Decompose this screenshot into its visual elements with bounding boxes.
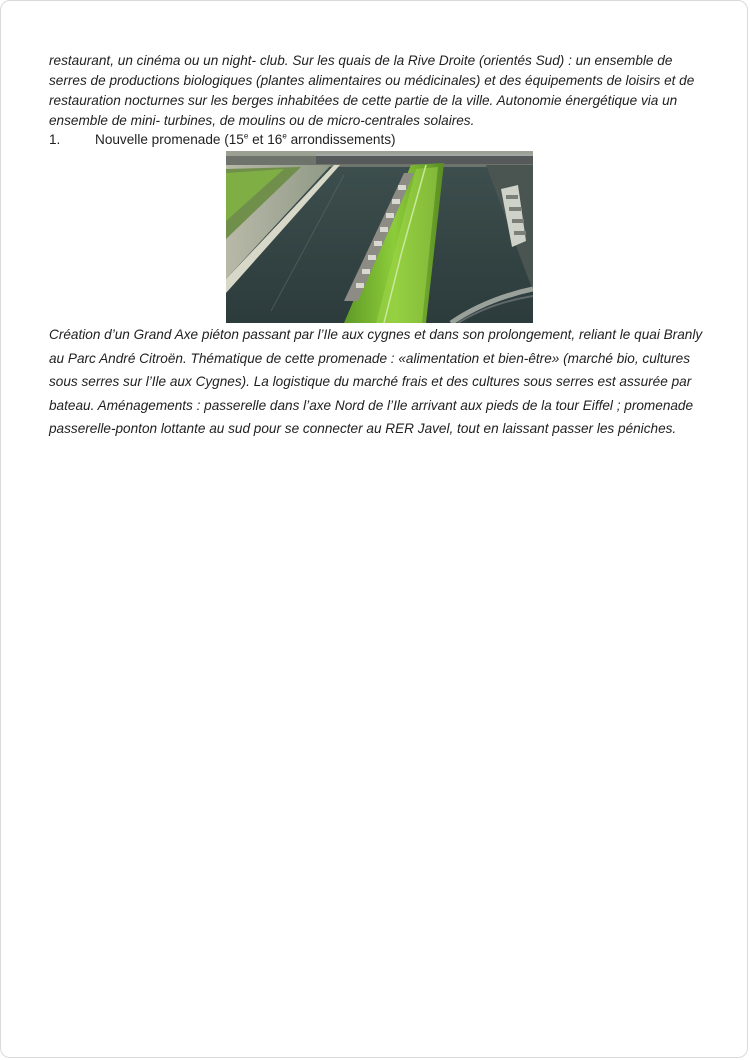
- description-paragraph: Création d’un Grand Axe piéton passant par l’Ile aux cygnes et dans son prolongement, reliant le quai Branly au Parc André Citroën. Thématique de cette promenade : «alimentation et bien-être» (marché bio, cultures sous serres sur l’Ile aux Cygnes). La logistique du marché frais et des cultures sous serres est assurée par bateau. Aménagements : passerelle dans l’axe Nord de l’Ile arrivant aux pieds de la tour Eiffel ; promenade passerelle-ponton lottante au sud pour se connecter au RER Javel, tout en laissant passer les péniches.: [49, 327, 703, 436]
- list-item-promenade: [49, 129, 709, 151]
- label-start: Nouvelle promenade (15: [95, 132, 244, 147]
- list-number: 1.: [49, 132, 61, 147]
- label-end: arrondissements): [286, 132, 396, 147]
- river-island-illustration: [226, 151, 533, 323]
- superscript-1: e: [243, 131, 249, 141]
- river-island-illustration-svg: [226, 151, 533, 323]
- list-item-label: [95, 129, 396, 151]
- label-mid: et 16: [248, 132, 283, 147]
- intro-paragraph: restaurant, un cinéma ou un night- club. Sur les quais de la Rive Droite (orientés Sud) : un ensemble de serres de productions biologiques (plantes alimentaires ou médicinales) et des équipements de loisirs et de restauration nocturnes sur les berges inhabitées de cette partie de la ville. Autonomie énergétique via un ensemble de mini- turbines, de moulins ou de micro-centrales solaires.: [49, 53, 695, 128]
- superscript-2: e: [282, 131, 287, 141]
